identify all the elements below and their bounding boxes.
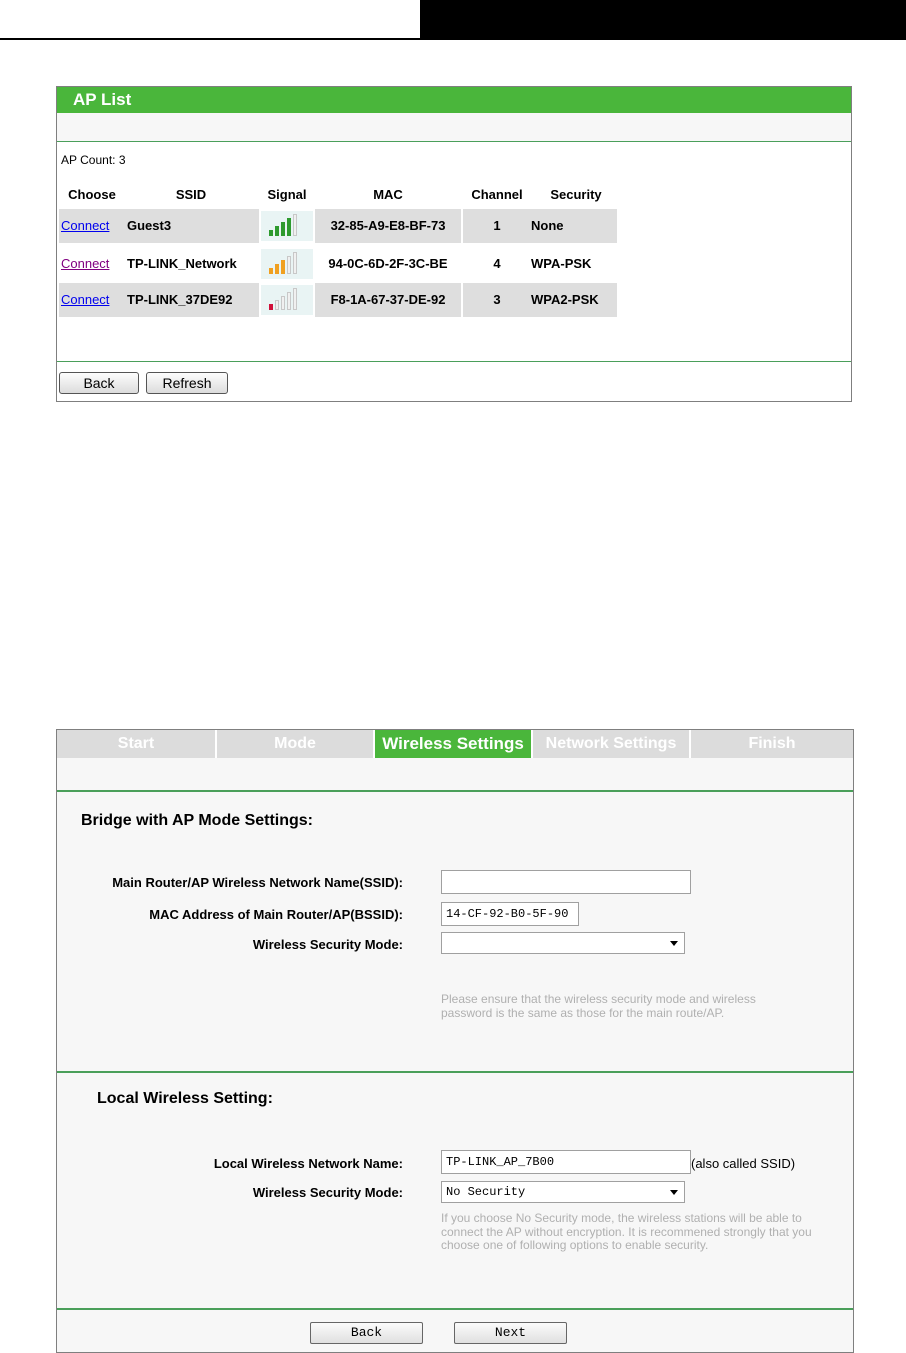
signal-strength-icon xyxy=(261,249,313,279)
connect-link[interactable]: Connect xyxy=(61,256,110,271)
ap-list-panel xyxy=(56,86,852,402)
next-button[interactable]: Next xyxy=(454,1322,567,1344)
bssid-label: MAC Address of Main Router/AP(BSSID): xyxy=(149,907,403,922)
tab-start[interactable]: Start xyxy=(57,730,215,758)
wizard-steps xyxy=(57,730,853,758)
col-header-security: Security xyxy=(550,187,602,202)
bridge-section-title: Bridge with AP Mode Settings: xyxy=(81,812,314,829)
signal-bar xyxy=(269,230,273,236)
chevron-down-icon xyxy=(670,1190,678,1195)
tab-finish[interactable]: Finish xyxy=(691,730,853,758)
local-hint: If you choose No Security mode, the wireless stations will be able to connect the AP without encryption. It is recommened strongly that you choose one of following options to enable security. xyxy=(441,1211,812,1252)
divider xyxy=(57,1071,853,1073)
local-section-title: Local Wireless Setting: xyxy=(97,1090,273,1107)
ssid-cell: TP-LINK_Network xyxy=(123,247,259,281)
col-header-channel: Channel xyxy=(471,187,523,202)
signal-cell xyxy=(259,209,315,243)
col-header-signal: Signal xyxy=(267,187,307,202)
signal-bar xyxy=(281,260,285,274)
header-rule xyxy=(0,38,420,40)
signal-bar xyxy=(293,288,297,310)
back-button[interactable]: Back xyxy=(310,1322,423,1344)
ssid-cell: TP-LINK_37DE92 xyxy=(123,283,259,317)
local-ssid-input[interactable]: TP-LINK_AP_7B00 xyxy=(441,1150,691,1174)
signal-bar xyxy=(293,214,297,236)
mac-cell: 32-85-A9-E8-BF-73 xyxy=(315,209,461,243)
connect-link[interactable]: Connect xyxy=(61,292,110,307)
signal-bar xyxy=(281,296,285,310)
security-cell: WPA2-PSK xyxy=(527,283,617,317)
tab-wireless-settings[interactable]: Wireless Settings xyxy=(375,730,531,758)
ssid-cell: Guest3 xyxy=(123,209,259,243)
divider xyxy=(57,1308,853,1310)
tab-network-settings[interactable]: Network Settings xyxy=(533,730,689,758)
signal-bar xyxy=(275,264,279,274)
mac-cell: F8-1A-67-37-DE-92 xyxy=(315,283,461,317)
divider xyxy=(57,361,851,362)
col-header-ssid: SSID xyxy=(175,187,207,202)
bridge-security-select[interactable] xyxy=(441,932,685,954)
bssid-input[interactable]: 14-CF-92-B0-5F-90 xyxy=(441,902,579,926)
local-security-select[interactable] xyxy=(441,1181,685,1203)
ap-count-value: 3 xyxy=(118,153,126,167)
signal-bar xyxy=(275,226,279,236)
signal-bar xyxy=(287,256,291,274)
channel-cell: 4 xyxy=(463,247,531,281)
bridge-hint: Please ensure that the wireless security mode and wireless password is the same as those for the main route/AP. xyxy=(441,992,756,1020)
signal-bar xyxy=(287,292,291,310)
connect-link[interactable]: Connect xyxy=(61,218,110,233)
signal-strength-icon xyxy=(261,211,313,241)
wizard-panel xyxy=(56,729,854,1353)
signal-cell xyxy=(259,283,315,317)
main-ssid-input[interactable] xyxy=(441,870,691,894)
security-cell: None xyxy=(527,209,617,243)
channel-cell: 3 xyxy=(463,283,531,317)
ap-count xyxy=(61,153,126,167)
header-bar xyxy=(420,0,906,40)
refresh-button[interactable]: Refresh xyxy=(146,372,228,394)
col-header-choose: Choose xyxy=(68,187,116,202)
ap-count-label: AP Count: xyxy=(61,153,116,167)
ssid-note: (also called SSID) xyxy=(691,1156,796,1171)
local-security-label: Wireless Security Mode: xyxy=(252,1185,403,1200)
divider xyxy=(57,790,853,792)
local-security-value: No Security xyxy=(446,1185,526,1199)
divider xyxy=(57,141,851,142)
signal-strength-icon xyxy=(261,285,313,315)
local-name-label: Local Wireless Network Name: xyxy=(213,1156,403,1171)
mac-cell: 94-0C-6D-2F-3C-BE xyxy=(315,247,461,281)
tab-mode[interactable]: Mode xyxy=(217,730,373,758)
signal-bar xyxy=(275,300,279,310)
ssid-label: Main Router/AP Wireless Network Name(SSID): xyxy=(112,875,403,890)
channel-cell: 1 xyxy=(463,209,531,243)
col-header-mac: MAC xyxy=(373,187,403,202)
signal-bar xyxy=(287,218,291,236)
ap-list-title: AP List xyxy=(57,87,851,113)
signal-bar xyxy=(293,252,297,274)
chevron-down-icon xyxy=(670,941,678,946)
signal-bar xyxy=(269,304,273,310)
security-cell: WPA-PSK xyxy=(527,247,617,281)
signal-bar xyxy=(269,268,273,274)
bridge-security-label: Wireless Security Mode: xyxy=(252,937,403,952)
signal-cell xyxy=(259,247,315,281)
signal-bar xyxy=(281,222,285,236)
back-button[interactable]: Back xyxy=(59,372,139,394)
ap-list-band xyxy=(57,113,851,141)
